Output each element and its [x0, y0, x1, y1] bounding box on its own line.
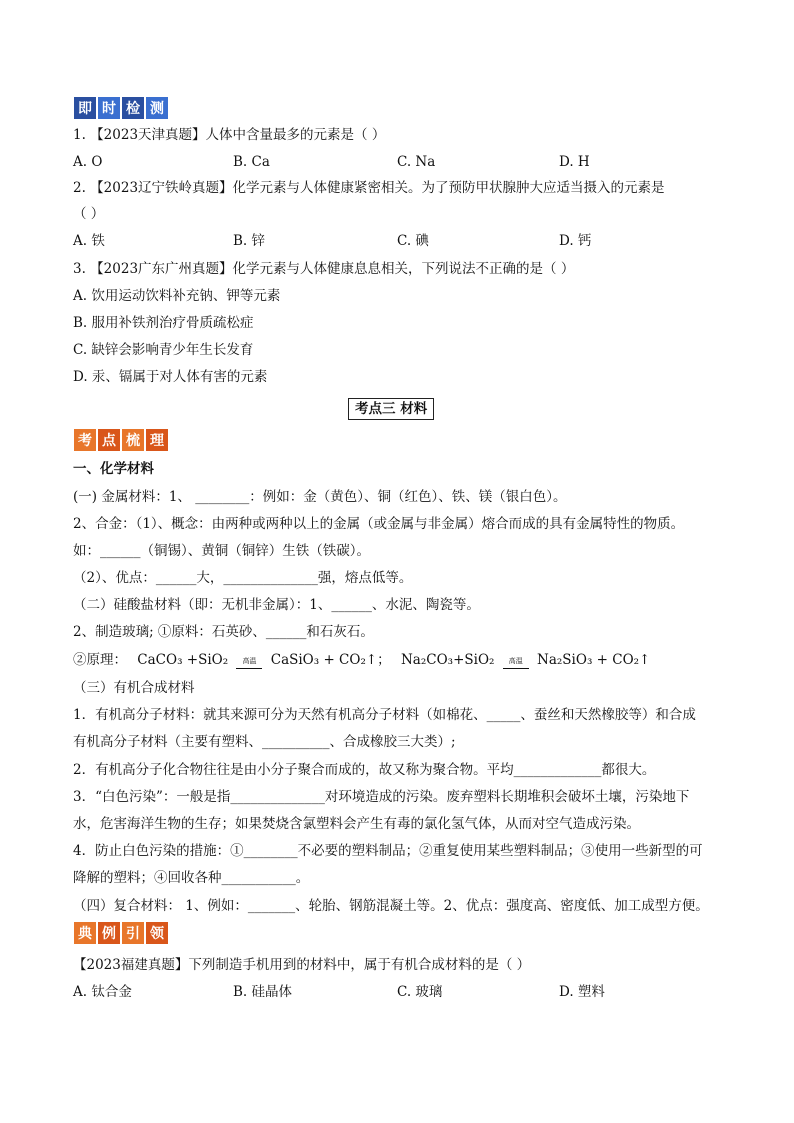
reaction-1-reactants: CaCO₃ +SiO₂: [137, 652, 229, 668]
option: A. 铁: [73, 233, 105, 249]
option: D. 钙: [559, 233, 592, 249]
option: A. 饮用运动饮料补充钠、钾等元素: [73, 288, 281, 304]
question-1: 1. 【2023天津真题】人体中含量最多的元素是（ ）: [73, 127, 386, 143]
materials-line: （三）有机合成材料: [73, 680, 195, 696]
badge-char: 检: [122, 97, 144, 119]
reaction-label: ②原理：: [73, 652, 127, 668]
option: A. O: [73, 154, 103, 170]
materials-line: 2．有机高分子化合物往往是由小分子聚合而成的，故又称为聚合物。平均_____________都很大。: [73, 762, 656, 778]
materials-line: 有机高分子材料（主要有塑料、__________、合成橡胶三大类）;: [73, 734, 456, 750]
option: B. 硅晶体: [233, 984, 293, 1000]
badge-char: 例: [98, 922, 120, 944]
materials-line: 1．有机高分子材料：就其来源可分为天然有机高分子材料（如棉花、_____、蚕丝和天然橡胶等）和合成: [73, 707, 696, 723]
materials-line: （四）复合材料： 1、例如：_______、轮胎、钢筋混凝土等。2、优点：强度高、密度低、加工成型方便。: [73, 898, 709, 914]
option: C. 玻璃: [397, 984, 443, 1000]
question-3: 3. 【2023广东广州真题】化学元素与人体健康息息相关，下列说法不正确的是（ ）: [73, 261, 575, 277]
reaction-2-reactants: Na₂CO₃+SiO₂: [400, 652, 495, 668]
option: B. Ca: [233, 154, 270, 170]
option: A. 钛合金: [73, 984, 132, 1000]
materials-line: 3．“白色污染”：一般是指______________对环境造成的污染。废弃塑料长期堆积会破坏土壤，污染地下: [73, 789, 690, 805]
badge-char: 考: [74, 429, 96, 451]
kaodian-title: 考点三 材料: [348, 398, 434, 420]
question-2-cont: （ ）: [73, 206, 105, 222]
materials-line: 4．防止白色污染的措施：①________不必要的塑料制品；②重复使用某些塑料制品；③使用一些新型的可: [73, 843, 703, 859]
badge-char: 时: [98, 97, 120, 119]
badge-char: 测: [146, 97, 168, 119]
materials-line: (一) 金属材料：1、 ________：例如：金（黄色）、铜（红色）、铁、镁（银白色）。: [73, 489, 567, 505]
reaction-2-products: Na₂SiO₃ + CO₂↑: [537, 652, 651, 668]
option: B. 服用补铁剂治疗骨质疏松症: [73, 315, 254, 331]
badge-char: 点: [98, 429, 120, 451]
section-badge-check: [74, 97, 168, 119]
condition-text: 高温: [242, 657, 257, 665]
section-badge-example: [74, 922, 168, 944]
materials-line: 如：______（铜锡）、黄铜（铜锌）生铁（铁碳）。: [73, 543, 370, 559]
section-badge-summary: [74, 429, 168, 451]
materials-line: 水，危害海洋生物的生存；如果焚烧含氯塑料会产生有毒的氯化氢气体，从而对空气造成污染。: [73, 816, 640, 832]
option: D. H: [559, 154, 590, 170]
materials-line: 降解的塑料；④回收各种___________。: [73, 870, 310, 886]
option: C. 碘: [397, 233, 429, 249]
badge-char: 引: [122, 922, 144, 944]
question-2: 2. 【2023辽宁铁岭真题】化学元素与人体健康紧密相关。为了预防甲状腺肿大应适当摄入的元素是: [73, 180, 665, 196]
badge-char: 典: [74, 922, 96, 944]
reaction-1-products: CaSiO₃ + CO₂↑；: [270, 652, 391, 668]
badge-char: 领: [146, 922, 168, 944]
materials-line: （2）、优点：______大，______________强，熔点低等。: [73, 570, 413, 586]
condition-text: 高温: [508, 657, 523, 665]
badge-char: 梳: [122, 429, 144, 451]
option: C. 缺锌会影响青少年生长发育: [73, 342, 254, 358]
materials-line: （二）硅酸盐材料（即：无机非金属）：1、______、水泥、陶瓷等。: [73, 597, 480, 613]
option: B. 锌: [233, 233, 266, 249]
option: C. Na: [397, 154, 436, 170]
badge-char: 理: [146, 429, 168, 451]
badge-char: 即: [74, 97, 96, 119]
materials-line: 2、制造玻璃; ①原料：石英砂、______和石灰石。: [73, 624, 374, 640]
materials-line: 2、合金：（1）、概念：由两种或两种以上的金属（或金属与非金属）熔合而成的具有金属特性的物质。: [73, 516, 685, 532]
materials-heading: 一、化学材料: [73, 461, 154, 477]
option: D. 塑料: [559, 984, 605, 1000]
question-4: 【2023福建真题】下列制造手机用到的材料中，属于有机合成材料的是（ ）: [73, 957, 531, 973]
option: D. 汞、镉属于对人体有害的元素: [73, 369, 268, 385]
reaction-equations: [73, 651, 650, 669]
